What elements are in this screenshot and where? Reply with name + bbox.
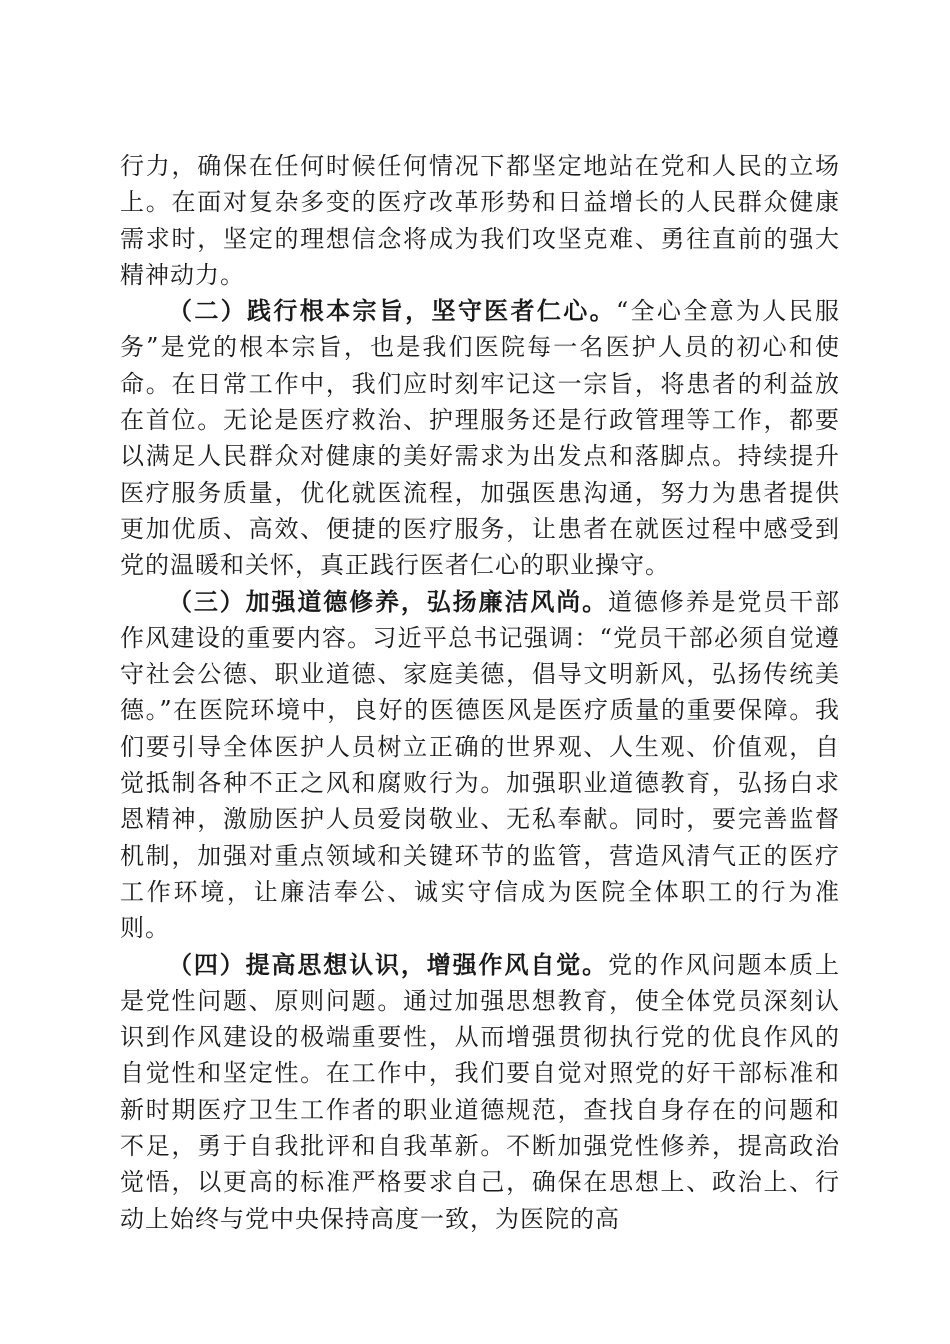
- paragraph-body: “全心全意为人民服务”是党的根本宗旨，也是我们医院每一名医护人员的初心和使命。在日常工作中，我们应时刻牢记这一宗旨，将患者的利益放在首位。无论是医疗救治、护理服务还是行政管理等工作，都要以满足人民群众对健康的美好需求为出发点和落脚点。持续提升医疗服务质量，优化就医流程，加强医患沟通，努力为患者提供更加优质、高效、便捷的医疗服务，让患者在就医过程中感受到党的温暖和关怀，真正践行医者仁心的职业操守。: [120, 297, 840, 580]
- paragraph-section-4: [120, 947, 840, 1237]
- paragraph-body: 党的作风问题本质上是党性问题、原则问题。通过加强思想教育，使全体党员深刻认识到作风建设的极端重要性，从而增强贯彻执行党的优良作风的自觉性和坚定性。在工作中，我们要自觉对照党的好干部标准和新时期医疗卫生工作者的职业道德规范，查找自身存在的问题和不足，勇于自我批评和自我革新。不断加强党性修养，提高政治觉悟，以更高的标准严格要求自己，确保在思想上、政治上、行动上始终与党中央保持高度一致，为医院的高: [120, 950, 841, 1233]
- paragraph-section-2: [120, 293, 840, 583]
- paragraph-continuation: [120, 148, 840, 293]
- section-heading: （二）践行根本宗旨，坚守医者仁心。: [168, 296, 616, 326]
- section-heading: （四）提高思想认识，增强作风自觉。: [168, 949, 608, 979]
- section-heading: （三）加强道德修养，弘扬廉洁风尚。: [168, 586, 608, 616]
- paragraph-body: 行力，确保在任何时候任何情况下都坚定地站在党和人民的立场上。在面对复杂多变的医疗改革形势和日益增长的人民群众健康需求时，坚定的理想信念将成为我们攻坚克难、勇往直前的强大精神动力。: [120, 152, 840, 289]
- paragraph-body: 道德修养是党员干部作风建设的重要内容。习近平总书记强调：“党员干部必须自觉遵守社会公德、职业道德、家庭美德，倡导文明新风，弘扬传统美德。”在医院环境中，良好的医德医风是医疗质量的重要保障。我们要引导全体医护人员树立正确的世界观、人生观、价值观，自觉抵制各种不正之风和腐败行为。加强职业道德教育，弘扬白求恩精神，激励医护人员爱岗敬业、无私奉献。同时，要完善监督机制，加强对重点领域和关键环节的监管，营造风清气正的医疗工作环境，让廉洁奉公、诚实守信成为医院全体职工的行为准则。: [120, 587, 841, 943]
- document-page: [120, 148, 840, 1237]
- paragraph-section-3: [120, 584, 840, 947]
